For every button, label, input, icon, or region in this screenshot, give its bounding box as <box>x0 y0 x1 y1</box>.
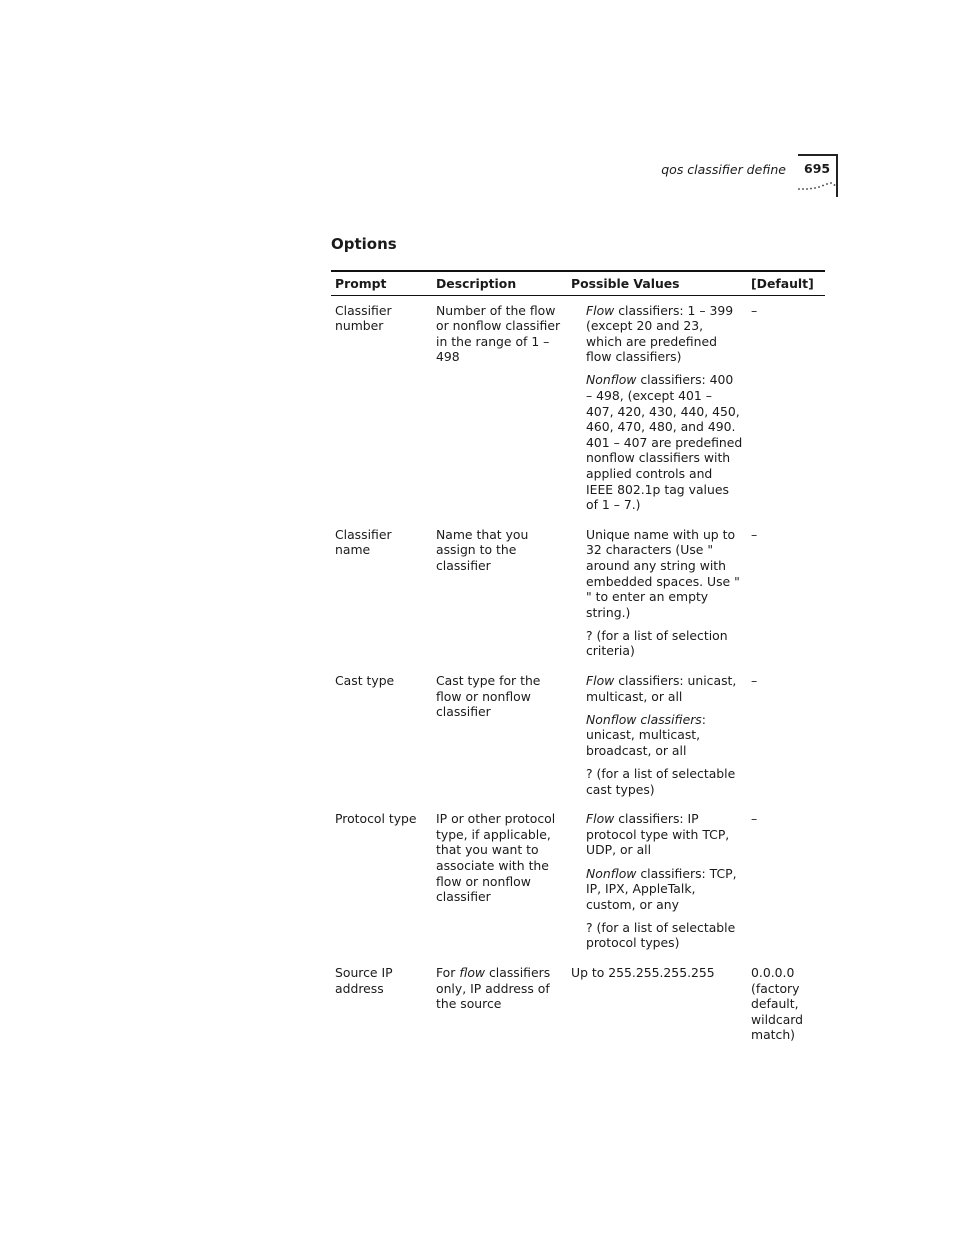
table-row <box>331 295 825 520</box>
possible-values-cell <box>567 804 747 958</box>
possible-values-cell <box>567 666 747 804</box>
possible-value-text: classifiers: IP protocol type with TCP, UDP, or all <box>586 811 730 858</box>
default-cell: 0.0.0.0 (factory default, wildcard match) <box>751 964 804 1043</box>
possible-value-text: ? (for a list of selection criteria) <box>586 627 728 659</box>
table-row <box>331 666 825 804</box>
description-text: For <box>436 964 460 980</box>
page-number: 695 <box>804 161 831 176</box>
description-text: classifiers only, IP address of the source <box>436 964 551 1012</box>
possible-value-paragraph <box>586 372 743 512</box>
possible-value-text: classifiers: unicast, multicast, or all <box>586 673 737 704</box>
possible-value-emphasis: Nonflow classifiers <box>586 711 702 727</box>
running-header <box>600 154 840 198</box>
table-header-row <box>331 271 825 295</box>
column-header-description: Description <box>432 271 567 295</box>
section-title: Options <box>331 235 397 253</box>
possible-value-text: Unique name with up to 32 characters (Use " around any string with embedded spaces. Use " " to enter an empty string.) <box>586 526 740 620</box>
possible-value-text: ? (for a list of selectable cast types) <box>586 766 736 797</box>
description-cell: Cast type for the flow or nonflow classifier <box>436 673 541 720</box>
possible-values-cell <box>567 295 747 520</box>
table-row <box>331 804 825 958</box>
prompt-cell: Source IP address <box>335 964 393 996</box>
prompt-cell: Classifier name <box>335 526 392 558</box>
prompt-cell: Cast type <box>335 673 395 689</box>
possible-value-emphasis: Nonflow <box>586 865 637 881</box>
possible-value-paragraph <box>586 766 743 797</box>
possible-value-emphasis: Flow <box>586 811 615 827</box>
header-dots-ornament <box>796 180 840 194</box>
running-title: qos classifier define <box>661 162 786 177</box>
default-cell: – <box>751 811 758 827</box>
table-body <box>331 295 825 1050</box>
possible-value-paragraph <box>586 527 743 621</box>
description-cell <box>432 958 567 1050</box>
possible-value-paragraph <box>586 920 743 951</box>
default-cell: – <box>751 302 758 318</box>
possible-value-text: classifiers: TCP, IP, IPX, AppleTalk, custom, or any <box>586 865 737 912</box>
possible-value-paragraph <box>586 628 743 659</box>
default-cell: – <box>751 526 758 542</box>
possible-value-text: ? (for a list of selectable protocol types) <box>586 919 736 951</box>
header-rule-horizontal <box>798 154 838 156</box>
prompt-cell: Protocol type <box>335 811 417 827</box>
column-header-possible-values: Possible Values <box>567 271 747 295</box>
options-table <box>331 270 825 1050</box>
column-header-prompt: Prompt <box>331 271 432 295</box>
possible-values-cell: Up to 255.255.255.255 <box>571 964 715 980</box>
description-emphasis: flow <box>459 964 486 980</box>
description-cell: Name that you assign to the classifier <box>436 526 529 573</box>
possible-value-emphasis: Flow <box>586 302 615 318</box>
possible-value-paragraph <box>586 811 743 858</box>
prompt-cell: Classifier number <box>335 302 392 334</box>
table-row-source-ip <box>331 958 825 1050</box>
default-cell: – <box>751 673 758 689</box>
description-cell: Number of the flow or nonflow classifier in the range of 1 – 498 <box>436 302 561 365</box>
table-row <box>331 520 825 666</box>
column-header-default: [Default] <box>747 271 825 295</box>
possible-value-text: classifiers: 400 – 498, (except 401 – 407, 420, 430, 440, 450, 460, 470, 480, and 490. 401 – 407 are predefined nonflow classifiers with applied controls and IEEE 802.1p tag values of 1 – 7.) <box>586 372 743 513</box>
possible-value-paragraph <box>586 866 743 913</box>
description-cell: IP or other protocol type, if applicable, that you want to associate with the flow or nonflow classifier <box>436 811 556 905</box>
possible-value-text: classifiers: 1 – 399 (except 20 and 23, which are predefined flow classifiers) <box>586 302 734 365</box>
possible-value-text: : unicast, multicast, broadcast, or all <box>586 711 706 758</box>
possible-value-emphasis: Flow <box>586 673 615 689</box>
possible-values-cell <box>567 520 747 666</box>
possible-value-paragraph <box>586 673 743 704</box>
possible-value-emphasis: Nonflow <box>586 372 637 388</box>
possible-value-paragraph <box>586 712 743 759</box>
possible-value-paragraph <box>586 303 743 365</box>
